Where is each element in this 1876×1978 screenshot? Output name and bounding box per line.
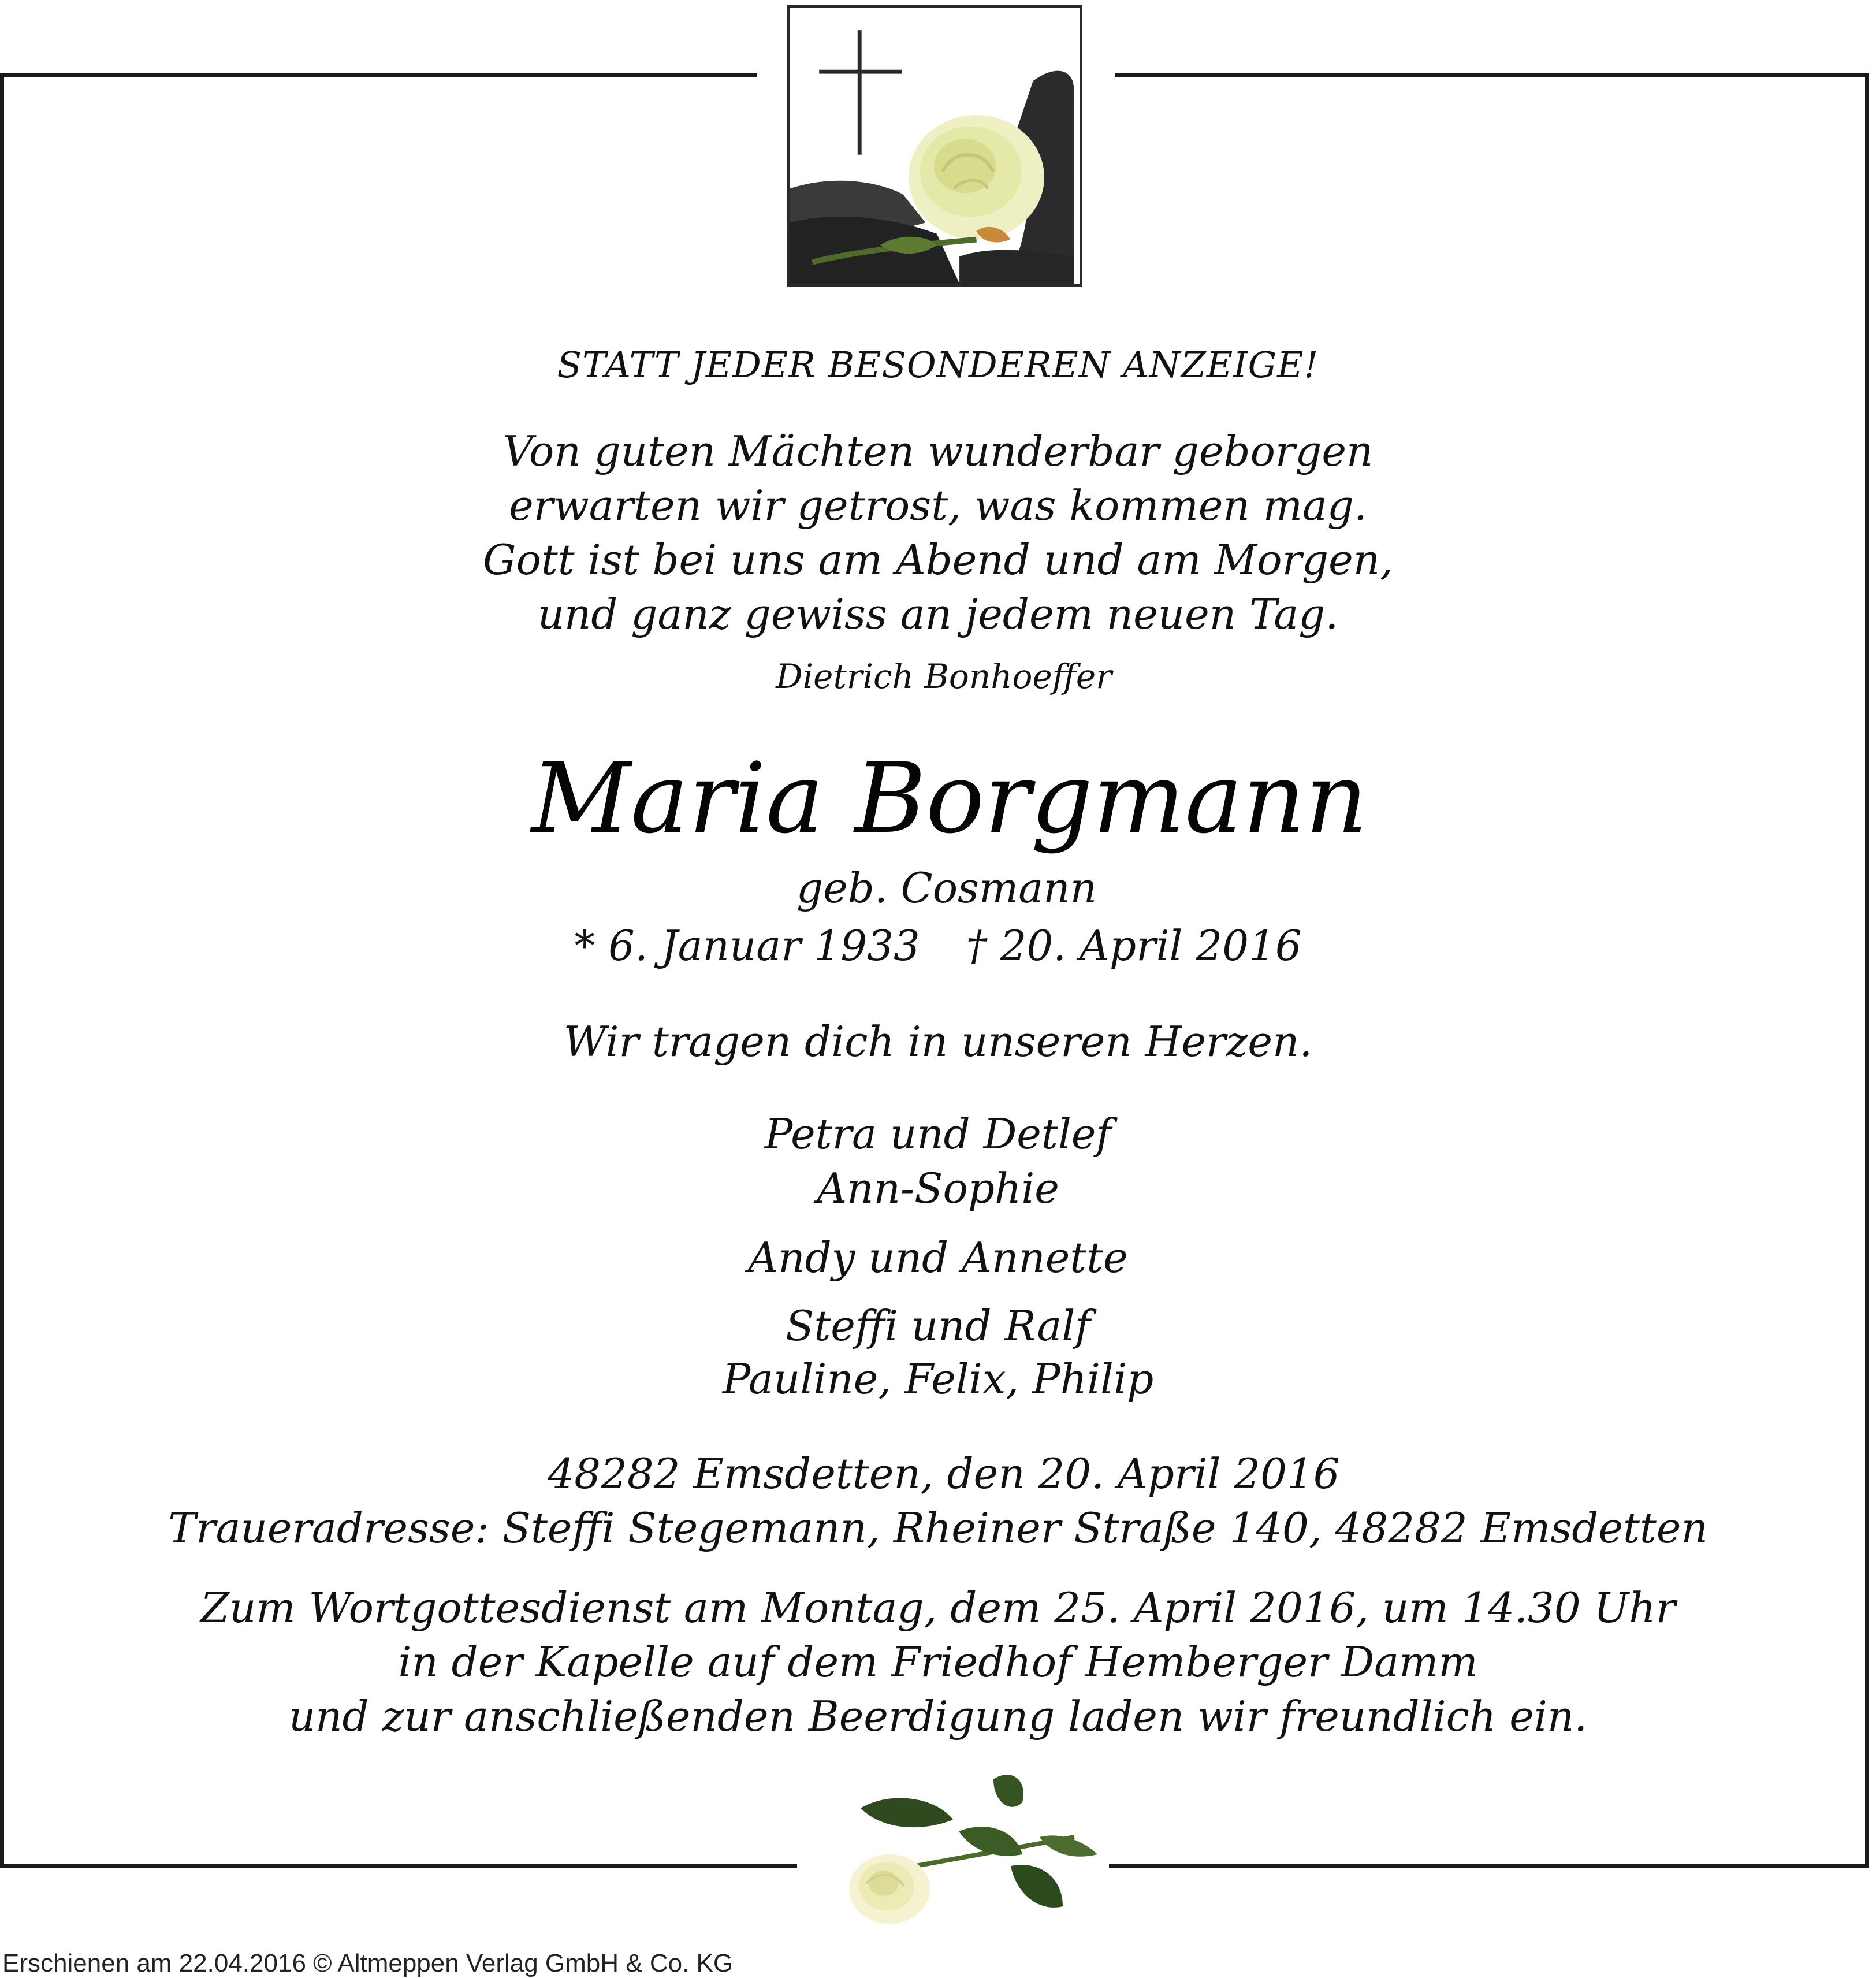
birth-date: * 6. Januar 1933 [574,921,920,970]
deceased-name: Maria Borgmann [531,742,1368,855]
cross-rose-emblem [787,5,1082,287]
maiden-name: geb. Cosmann [796,864,1097,912]
mourner-1: Petra und Detlef [764,1110,1112,1158]
poem-line-4: und ganz gewiss an jedem neuen Tag. [537,590,1339,638]
poem-line-1: Von guten Mächten wunderbar geborgen [502,427,1374,475]
life-dates [0,922,1876,970]
publication-footer: Erschienen am 22.04.2016 © Altmeppen Verlag GmbH & Co. KG [2,1949,734,1977]
mourner-5: Pauline, Felix, Philip [722,1355,1154,1403]
cross-rose-icon [790,8,1080,284]
rose-icon [820,1768,1109,1929]
service-line-2: in der Kapelle auf dem Friedhof Hemberger Damm [398,1638,1478,1686]
mourner-2: Ann-Sophie [817,1164,1059,1213]
place-and-date: 48282 Emsdetten, den 20. April 2016 [548,1449,1340,1498]
rose-decoration [820,1768,1109,1929]
mourner-3: Andy und Annette [748,1233,1128,1282]
mourner-4: Steffi und Ralf [786,1302,1090,1350]
poem-author: Dietrich Bonhoeffer [776,657,1112,696]
death-date: † 20. April 2016 [966,921,1302,970]
announcement-header: STATT JEDER BESONDEREN ANZEIGE! [557,344,1319,386]
mourning-address: Traueradresse: Steffi Stegemann, Rheiner Straße 140, 48282 Emsdetten [168,1504,1708,1552]
memorial-message: Wir tragen dich in unseren Herzen. [563,1017,1313,1066]
poem-line-2: erwarten wir getrost, was kommen mag. [509,481,1367,530]
service-line-1: Zum Wortgottesdienst am Montag, dem 25. April 2016, um 14.30 Uhr [200,1583,1676,1632]
poem-line-3: Gott ist bei uns am Abend und am Morgen, [483,536,1393,584]
service-line-3: und zur anschließenden Beerdigung laden wir freundlich ein. [288,1692,1588,1741]
